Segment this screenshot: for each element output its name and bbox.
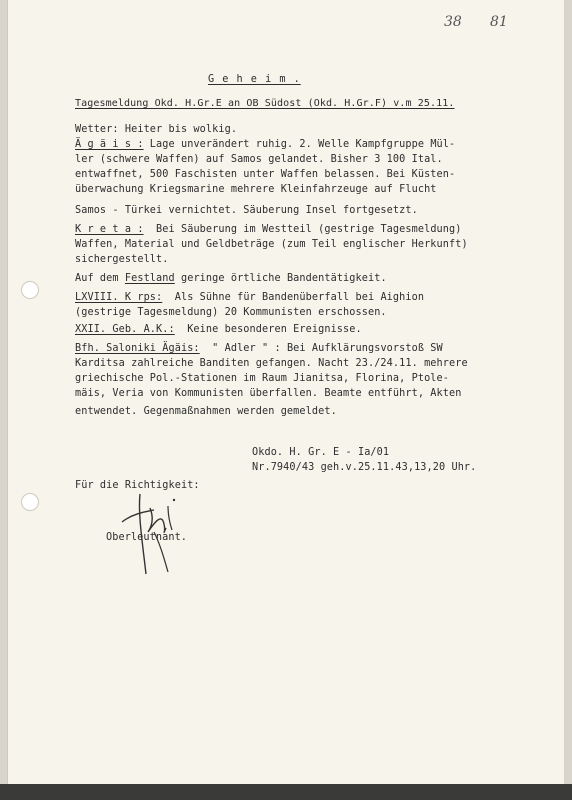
korps68-label: LXVIII. K rps: [75, 292, 163, 303]
festland-label: Festland [124, 273, 175, 284]
korps22-line [75, 324, 362, 335]
aegaeis-line-2: entwaffnet, 500 Faschisten unter Waffen belassen. Bei Küsten- [75, 169, 456, 180]
page-number: 38 [444, 14, 462, 30]
aegaeis-line-3: überwachung Kriegsmarine mehrere Kleinfahrzeuge auf Flucht [75, 184, 437, 195]
aegaeis-line-0: Lage unverändert ruhig. 2. Welle Kampfgruppe Mül- [143, 139, 456, 150]
sender-office: Okdo. H. Gr. E - Ia/01 [252, 447, 390, 458]
report-subject: Tagesmeldung Okd. H.Gr.E an OB Südost (Okd. H.Gr.F) v.m 25.11. [75, 98, 455, 109]
kreta-first-line [75, 224, 461, 235]
saloniki-label: Bfh. Saloniki Ägäis: [75, 343, 200, 354]
kreta-line-1: Waffen, Material und Geldbeträge (zum Teil englischer Herkunft) [75, 239, 468, 250]
certification-label: Für die Richtigkeit: [75, 480, 200, 491]
korps68-first-line [75, 292, 424, 303]
aegaeis-label: Ä g ä i s : [75, 139, 144, 150]
aegaeis-first-line [75, 139, 455, 150]
aegaeis-line-4: Samos - Türkei vernichtet. Säuberung Insel fortgesetzt. [75, 205, 418, 216]
festland-rest: geringe örtliche Bandentätigkeit. [174, 273, 387, 284]
classification-title: G e h e i m . [208, 74, 301, 85]
signatory-rank: Oberleutnant. [106, 532, 188, 543]
saloniki-first-line [75, 343, 443, 354]
kreta-line-0: Bei Säuberung im Westteil (gestrige Tagesmeldung) [143, 224, 462, 235]
aegaeis-line-1: ler (schwere Waffen) auf Samos gelandet. Bisher 3 100 Ital. [75, 154, 443, 165]
kreta-line-2: sichergestellt. [75, 254, 169, 265]
punch-hole-top [22, 282, 38, 298]
festland-prefix: Auf dem [75, 273, 125, 284]
saloniki-line-1: Karditsa zahlreiche Banditen gefangen. Nacht 23./24.11. mehrere [75, 358, 468, 369]
saloniki-line-2: griechische Pol.-Stationen im Raum Jianitsa, Florina, Ptole- [75, 373, 450, 384]
sender-reference: Nr.7940/43 geh.v.25.11.43,13,20 Uhr. [252, 462, 477, 473]
korps22-text: Keine besonderen Ereignisse. [174, 324, 362, 335]
korps68-line-1: (gestrige Tagesmeldung) 20 Kommunisten erschossen. [75, 307, 387, 318]
kreta-label: K r e t a : [75, 224, 144, 235]
korps22-label: XXII. Geb. A.K.: [75, 324, 175, 335]
saloniki-line-3: mäis, Veria von Kommunisten überfallen. Beamte entführt, Akten [75, 388, 462, 399]
korps68-line-0: Als Sühne für Bandenüberfall bei Aighion [162, 292, 425, 303]
saloniki-line-4: entwendet. Gegenmaßnahmen werden gemeldet. [75, 406, 337, 417]
saloniki-line-0: " Adler " : Bei Aufklärungsvorstoß SW [199, 343, 443, 354]
festland-line [75, 273, 387, 284]
punch-hole-bottom [22, 494, 38, 510]
weather-line: Wetter: Heiter bis wolkig. [75, 124, 238, 135]
scan-bottom-edge [0, 784, 572, 800]
page-number-2: 81 [490, 14, 508, 30]
